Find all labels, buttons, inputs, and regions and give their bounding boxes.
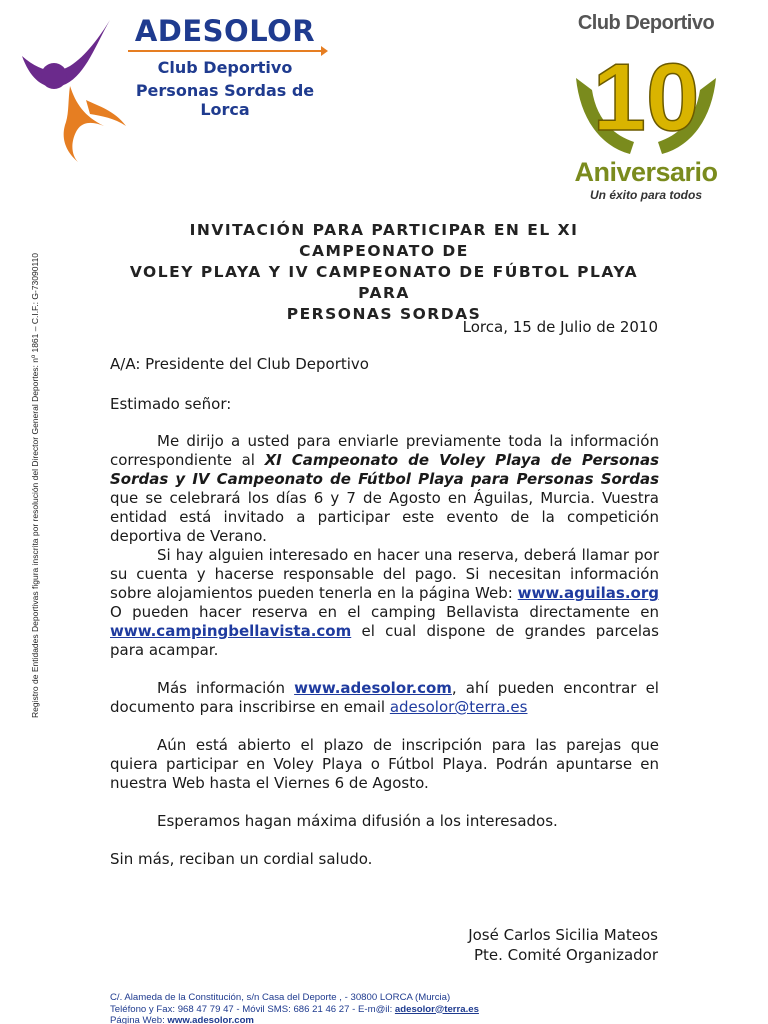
- registry-note: Registro de Entidades Deportivas figura inscrita por resolución del Director General Deportes: nº 1861 – C.I.F.: G-73090110: [30, 252, 40, 718]
- p2-text-a: Si hay alguien interesado en hacer una reserva, deberá llamar por su cuenta y hacerse responsable del pago. Si necesitan información sobre alojamientos pueden tenerla en la página Web:: [110, 546, 659, 602]
- anniversary-badge: [560, 12, 732, 202]
- addressee: A/A: Presidente del Club Deportivo: [110, 355, 369, 373]
- org-acronym: ADESOLOR: [134, 14, 316, 48]
- title-line: INVITACIÓN PARA PARTICIPAR EN EL XI CAMPEONATO DE: [189, 221, 579, 260]
- p2-text-b: O pueden hacer reserva en el camping Bellavista directamente en: [110, 603, 659, 621]
- footer-phone: Teléfono y Fax: 968 47 79 47 - Móvil SMS: 686 21 46 27 - E-m@il:: [110, 1003, 395, 1015]
- org-line1: Club Deportivo: [157, 58, 293, 77]
- org-line2: Personas Sordas de Lorca: [135, 81, 315, 119]
- adesolor-web-link[interactable]: www.adesolor.com: [294, 679, 452, 697]
- letter-date: Lorca, 15 de Julio de 2010: [462, 318, 658, 336]
- footer: [110, 992, 479, 1024]
- paragraph-1: [110, 432, 659, 546]
- closing: Sin más, reciban un cordial saludo.: [110, 850, 373, 868]
- greeting: Estimado señor:: [110, 395, 232, 413]
- badge-club-text: Club Deportivo: [577, 12, 715, 34]
- footer-web: [110, 1015, 479, 1024]
- paragraph-5: Esperamos hagan máxima difusión a los interesados.: [157, 812, 558, 830]
- signature-block: [468, 925, 658, 965]
- adesolor-email-link[interactable]: adesolor@terra.es: [389, 698, 528, 716]
- p1-text-a: Me dirijo a usted para enviarle previamente toda la información correspondiente al: [110, 432, 659, 469]
- p4-text: Aún está abierto el plazo de inscripción para las parejas que quiera participar en Voley Playa o Fútbol Playa. Podrán apuntarse en nuestra Web hasta el Viernes 6 de Agosto.: [110, 736, 659, 792]
- paragraph-2: [110, 546, 659, 660]
- footer-email-link[interactable]: adesolor@terra.es: [394, 1003, 479, 1015]
- org-name-block: [120, 14, 330, 119]
- p2-text-c: el cual dispone de grandes parcelas para acampar.: [110, 622, 659, 659]
- badge-slogan: Un éxito para todos: [589, 188, 702, 202]
- camping-link[interactable]: www.campingbellavista.com: [110, 622, 352, 640]
- footer-web-link[interactable]: www.adesolor.com: [167, 1015, 254, 1024]
- footer-address: C/. Alameda de la Constitución, s/n Casa del Deporte , - 30800 LORCA (Murcia): [110, 992, 451, 1003]
- footer-web-label: Página Web:: [110, 1015, 168, 1024]
- adesolor-figure-icon: [14, 14, 134, 164]
- p1-event-name: XI Campeonato de Voley Playa de Personas Sordas y IV Campeonato de Fútbol Playa para Personas Sordas: [110, 451, 659, 488]
- aguilas-link[interactable]: www.aguilas.org: [517, 584, 659, 602]
- paragraph-4: [110, 736, 659, 793]
- paragraph-3: [110, 679, 659, 717]
- org-underline: [128, 50, 322, 52]
- signer-name: José Carlos Sicilia Mateos: [468, 926, 658, 944]
- p1-text-b: que se celebrará los días 6 y 7 de Agosto en Águilas, Murcia. Vuestra entidad está invitado a participar este evento de la competición deportiva de Verano.: [110, 489, 659, 545]
- adesolor-logo: [14, 14, 134, 164]
- p3-text-a: Más información: [157, 679, 295, 697]
- title-line: PERSONAS SORDAS: [286, 305, 482, 323]
- badge-number: 10: [592, 44, 700, 151]
- p3-text-b: , ahí pueden encontrar el documento para inscribirse en email: [110, 679, 659, 716]
- badge-aniversario: Aniversario: [574, 157, 718, 187]
- signer-role: Pte. Comité Organizador: [473, 946, 658, 964]
- footer-contact: [110, 1004, 479, 1016]
- hands-icon: [570, 38, 722, 160]
- document-title: [120, 220, 648, 325]
- title-line: VOLEY PLAYA Y IV CAMPEONATO DE FÚBTOL PLAYA PARA: [129, 263, 639, 302]
